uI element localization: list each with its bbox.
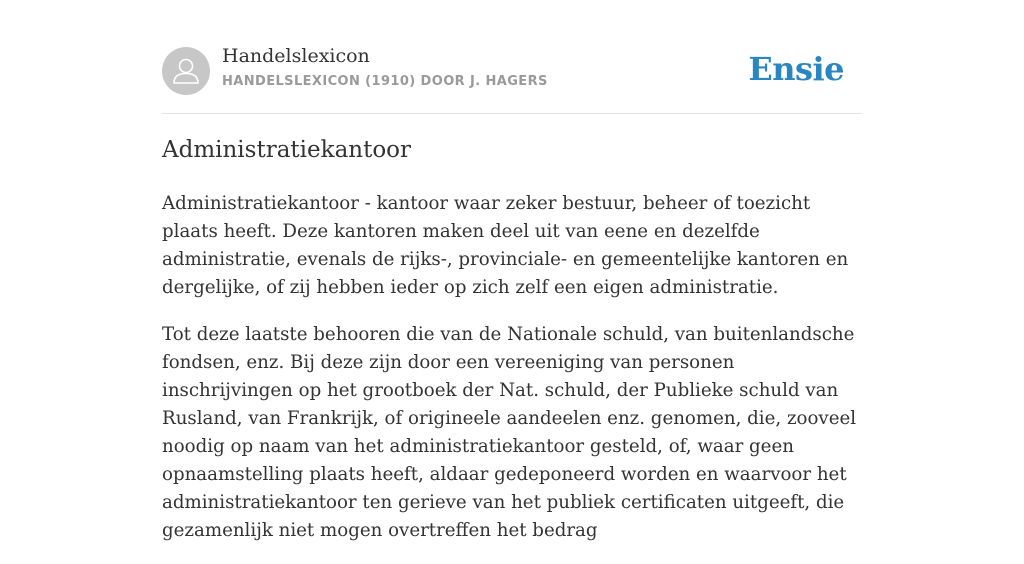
source-avatar[interactable]: [162, 47, 210, 95]
entry-title: Administratiekantoor: [162, 137, 412, 163]
entry-paragraph: Administratiekantoor - kantoor waar zeker bestuur, beheer of toezicht plaats heeft. Deze kantoren maken deel uit van eene en dezelfde administratie, evenals de rijks-, provinciale- en gemeentelijke kantoren en dergelijke, of zij hebben ieder op zich zelf een eigen administratie.: [162, 193, 849, 298]
entry-header: [162, 0, 862, 114]
entry-body: [162, 190, 862, 564]
entry-page: [162, 0, 862, 541]
source-title[interactable]: Handelslexicon: [222, 45, 370, 67]
user-silhouette-icon: [162, 47, 210, 95]
entry-paragraph: Tot deze laatste behooren die van de Nationale schuld, van buitenlandsche fondsen, enz. Bij deze zijn door een vereeniging van personen inschrijvingen op het grootboek der Nat. schuld, der Publieke schuld van Rusland, van Frankrijk, of origineele aandeelen enz. genomen, die, zooveel noodig op naam van het administratiekantoor gesteld, of, waar geen opnaamstelling plaats heeft, aldaar gedeponeerd worden en waarvoor het administratiekantoor ten gerieve van het publiek certificaten uitgeeft, die gezamenlijk niet mogen overtreffen het bedrag: [162, 324, 857, 541]
source-subtitle[interactable]: HANDELSLEXICON (1910) DOOR J. HAGERS: [222, 74, 548, 89]
ensie-logo[interactable]: Ensie: [748, 50, 844, 88]
